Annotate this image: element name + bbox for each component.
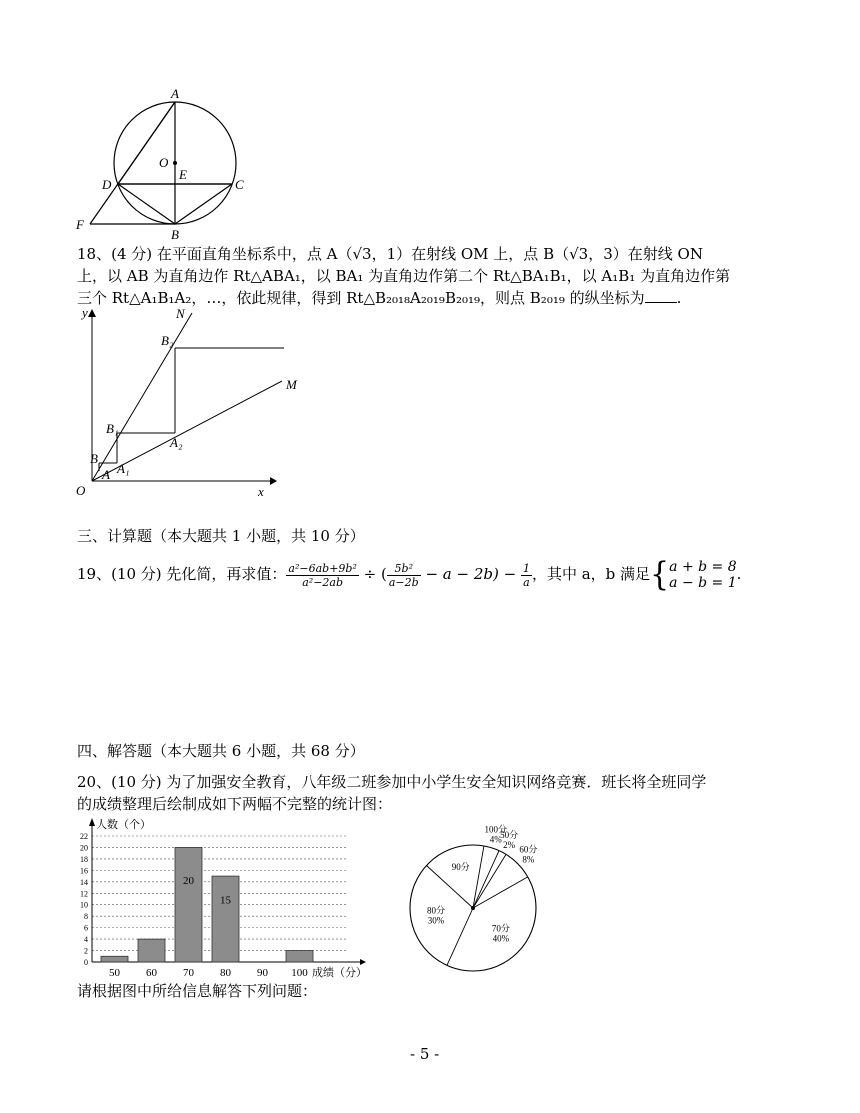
answer-blank[interactable] [645,288,677,303]
q19-fraction-3 [521,562,532,589]
q18-line3-text: 三个 Rt△A₁B₁A₂，…，依此规律，得到 Rt△B₂₀₁₈A₂₀₁₉B₂₀₁₉，则点 B₂₀₁₉ 的纵坐标为 [77,289,645,307]
y-tick-label: 20 [80,843,88,853]
q20-line2: 的成绩整理后绘制成如下两幅不完整的统计图： [77,795,393,813]
q19-eq1: a + b = 8 [669,559,737,575]
pie-label: 70分 [491,923,510,934]
pie-label: 50分 [500,830,519,841]
q19-fraction-2 [387,562,421,589]
x-tick-label: 100 [291,967,308,979]
q18-line1: 18、(4 分) 在平面直角坐标系中，点 A（√3，1）在射线 OM 上，点 B（√3，3）在射线 ON [77,245,703,263]
pie-percent: 30% [427,915,445,926]
q19-end: . [736,565,742,583]
page-number: - 5 - [410,1045,440,1063]
pie-percent: 8% [522,854,535,865]
y-tick-label: 22 [80,832,88,841]
equation-brace: { [650,555,670,594]
q18-line2: 上，以 AB 为直角边作 Rt△ABA₁，以 BA₁ 为直角边作第二个 Rt△BA₁B₁，以 A₁B₁ 为直角边作第 [77,267,731,285]
pie-percent: 4% [489,834,502,845]
label-x: x [258,484,264,499]
pie-slice-edge [473,851,499,908]
q19-prefix: 19、(10 分) 先化简，再求值： [77,565,287,583]
y-axis-arrow [89,818,95,826]
x-axis-arrow [360,959,366,965]
label-A1: A₁ [117,461,130,476]
pie-chart [400,822,580,972]
y-tick-label: 10 [80,900,88,910]
label-N: N [176,306,185,321]
y-tick-label: 4 [84,935,88,945]
label-B: B [90,451,98,466]
x-tick-label: 70 [183,967,194,979]
q19-fraction-1 [286,562,358,589]
pie-percent: 2% [503,840,516,851]
bar-60 [138,939,165,962]
section4-title: 四、解答题（本大题共 6 小题，共 68 分） [77,742,365,760]
x-tick-label: 50 [109,967,120,979]
q20-line1: 20、(10 分) 为了加强安全教育，八年级二班参加中小学生安全知识网络竞赛．班长将全班同学 [77,773,707,791]
y-tick-label: 0 [84,958,88,967]
circle-figure [70,85,260,245]
q19-f2-num: 5b² [387,562,421,576]
pie-slice-edge [447,908,473,965]
bar-data-label: 20 [183,875,194,888]
label-C: C [235,177,244,192]
q19-f2-den: a−2b [388,575,419,589]
y-tick-label: 12 [80,889,88,899]
x-tick-label: 90 [257,967,268,979]
bar-50 [101,956,128,962]
pie-label: 80分 [426,905,445,916]
label-A: A [171,86,179,101]
bar-chart [70,812,390,982]
bar-70 [175,847,202,962]
label-B: B [171,227,179,242]
pie-label: 90分 [451,862,470,873]
label-O: O [159,155,169,170]
q19-suffix: ，其中 a，b 满足 [531,565,651,583]
q19-f1-den: a²−2ab [302,575,344,589]
label-B1: B₁ [106,421,119,436]
y-tick-label: 14 [80,877,88,887]
pie-label: 100分 [484,824,508,835]
y-axis-title: 人数（个） [96,819,151,831]
q19-mid: − a − 2b) − [420,565,521,583]
label-F: F [76,217,84,232]
q19-f1-num: a²−6ab+9b² [288,561,357,575]
label-E: E [179,167,187,182]
label-M: M [286,377,297,392]
label-B2: B₂ [161,333,174,348]
bar-100 [286,951,313,962]
pie-percent: 40% [492,933,510,944]
bar-data-label: 15 [220,894,231,907]
q19-line [77,556,741,596]
pie-label: 60分 [519,844,538,855]
x-tick-label: 60 [146,967,157,979]
q18-line3-end: . [676,289,682,307]
label-O: O [76,483,86,498]
label-D: D [102,177,112,192]
q19-f3-num: 1 [522,561,530,575]
pie-slice-edge [473,877,528,908]
label-y: y [82,305,88,320]
y-tick-label: 8 [84,912,88,922]
x-axis-title: 成绩（分） [312,967,367,979]
bar-80 [212,876,239,962]
label-A: A [102,467,110,482]
y-tick-label: 6 [84,923,88,933]
q20-after: 请根据图中所给信息解答下列问题： [77,982,318,1000]
pie-center [471,906,475,910]
label-A2: A₂ [170,435,183,450]
q19-system [669,559,736,591]
q19-eq2: a − b = 1 [669,575,737,591]
q19-div: ÷ ( [363,565,387,583]
x-tick-label: 80 [220,967,231,979]
y-tick-label: 18 [80,854,88,864]
rays-figure [70,303,300,503]
y-tick-label: 16 [80,866,88,876]
q19-f3-den: a [523,575,530,589]
y-tick-label: 2 [84,946,88,956]
section3-title: 三、计算题（本大题共 1 小题，共 10 分） [77,527,365,545]
